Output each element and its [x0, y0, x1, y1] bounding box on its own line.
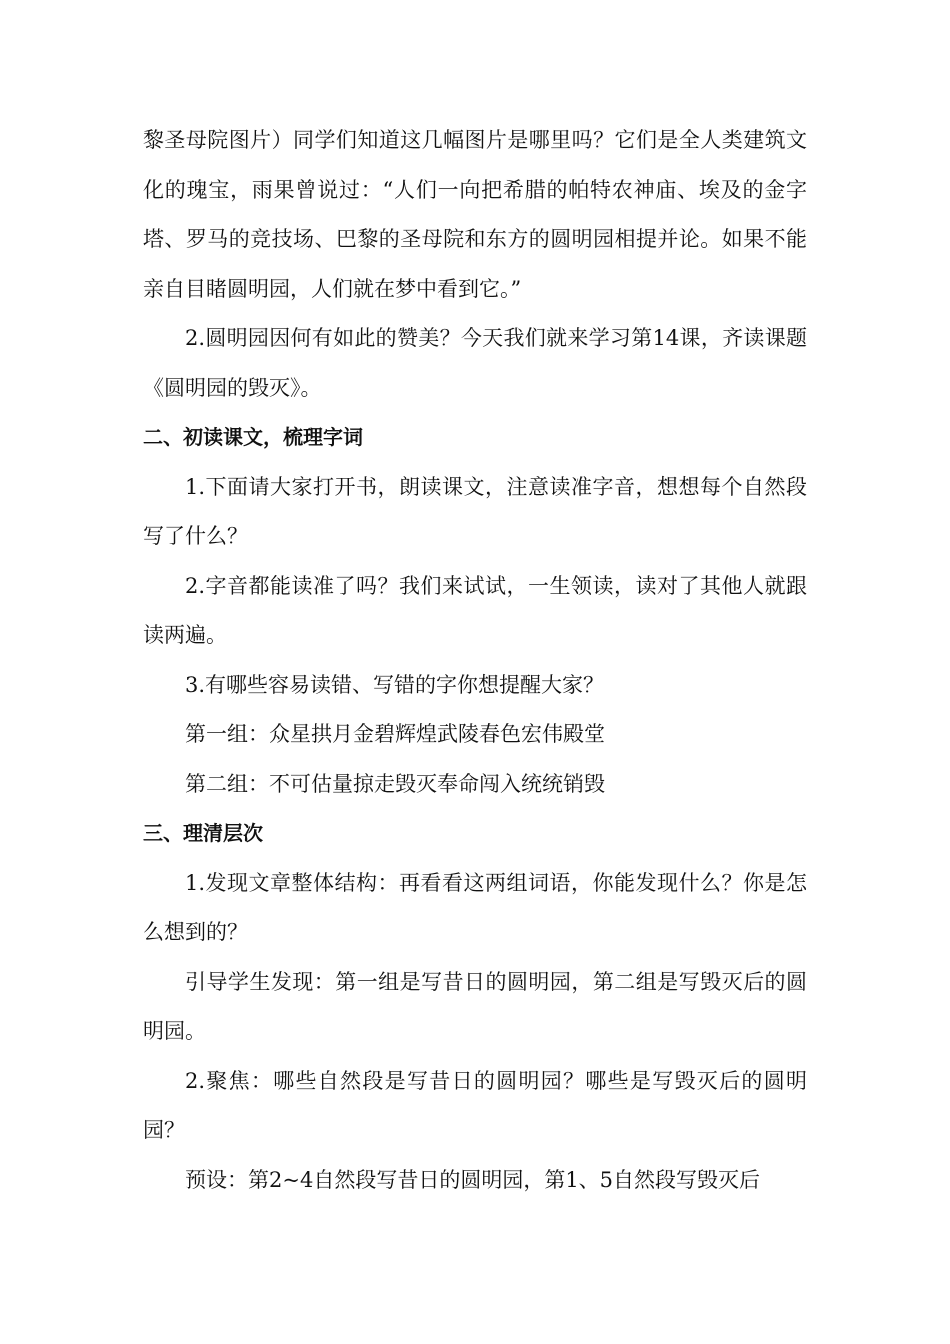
paragraph-step-focus: 2.聚焦：哪些自然段是写昔日的圆明园？哪些是写毁灭后的圆明园？ — [143, 1068, 807, 1142]
document-body — [143, 116, 807, 1205]
paragraph-step-pronunciation: 2.字音都能读准了吗？我们来试试，一生领读，读对了其他人就跟读两遍。 — [143, 573, 807, 647]
paragraph-word-group-one: 第一组：众星拱月金碧辉煌武陵春色宏伟殿堂 — [185, 722, 605, 746]
paragraph-intro-continued: 黎圣母院图片）同学们知道这几幅图片是哪里吗？它们是全人类建筑文化的瑰宝，雨果曾说过：“人们一向把希腊的帕特农神庙、埃及的金字塔、罗马的竞技场、巴黎的圣母院和东方的圆明园相提并论。如果不能亲自目睹圆明园，人们就在梦中看到它。” — [143, 128, 807, 301]
section-heading-structure: 三、理清层次 — [143, 821, 263, 845]
paragraph-guided-discovery: 引导学生发现：第一组是写昔日的圆明园，第二组是写毁灭后的圆明园。 — [143, 969, 807, 1043]
paragraph-word-group-two: 第二组：不可估量掠走毁灭奉命闯入统统销毁 — [185, 771, 605, 796]
paragraph-step-read-aloud: 1.下面请大家打开书，朗读课文，注意读准字音，想想每个自然段写了什么？ — [143, 474, 807, 548]
paragraph-step-tricky-characters: 3.有哪些容易读错、写错的字你想提醒大家？ — [185, 672, 605, 697]
paragraph-step-find-structure: 1.发现文章整体结构：再看看这两组词语，你能发现什么？你是怎么想到的？ — [143, 870, 807, 944]
section-heading-first-reading: 二、初读课文，梳理字词 — [143, 425, 363, 449]
paragraph-expected-answer: 预设：第2~4自然段写昔日的圆明园，第1、5自然段写毁灭后 — [185, 1167, 761, 1192]
paragraph-lesson-intro: 2.圆明园因何有如此的赞美？今天我们就来学习第14课，齐读课题《圆明园的毁灭》。 — [143, 326, 807, 400]
